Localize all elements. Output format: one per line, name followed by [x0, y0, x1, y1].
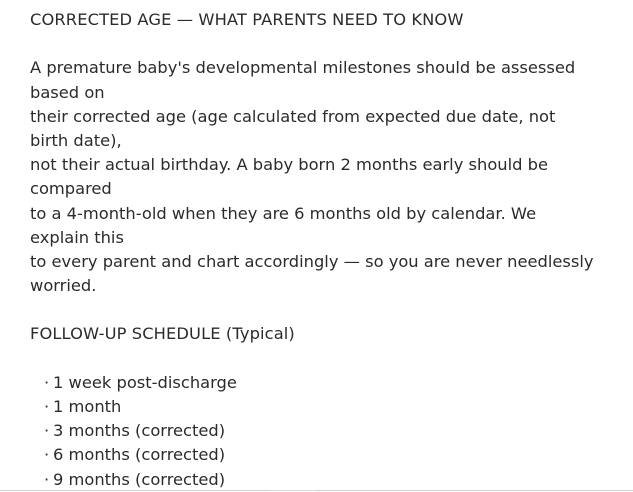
- list-item: [44, 371, 630, 395]
- paragraph-line: to a 4-month-old when they are 6 months old by calendar. We: [30, 203, 537, 223]
- bullet-glyph: ·: [44, 421, 50, 441]
- list-item: [44, 443, 630, 467]
- spacer: [30, 298, 630, 322]
- bullet-glyph: ·: [44, 469, 50, 489]
- list-item-label: 6 months (corrected): [53, 445, 226, 465]
- paragraph-line: worried.: [30, 276, 97, 296]
- spacer: [30, 32, 630, 56]
- paragraph-line: explain this: [30, 227, 124, 247]
- paragraph-line: to every parent and chart accordingly — so you are never needlessly: [30, 251, 594, 271]
- follow-up-heading: FOLLOW-UP SCHEDULE (Typical): [30, 324, 295, 344]
- corrected-age-heading: CORRECTED AGE — WHAT PARENTS NEED TO KNOW: [30, 10, 464, 29]
- bullet-glyph: ·: [44, 445, 50, 465]
- divider-segment: [316, 490, 633, 491]
- follow-up-list: [30, 371, 630, 492]
- list-item: [44, 468, 630, 492]
- bullet-glyph: ·: [44, 397, 50, 416]
- list-item: [44, 395, 630, 419]
- paragraph-line: A premature baby's developmental milestones should be assessed: [30, 58, 576, 78]
- paragraph-line: their corrected age (age calculated from expected due date, not: [30, 106, 556, 126]
- divider-segment: [0, 490, 270, 491]
- bottom-divider: [0, 490, 633, 491]
- list-item-label: 3 months (corrected): [53, 421, 226, 441]
- paragraph-line: birth date),: [30, 130, 122, 150]
- list-item: [44, 419, 630, 443]
- paragraph-line: based on: [30, 82, 105, 102]
- list-item-label: 9 months (corrected): [53, 469, 226, 489]
- paragraph-line: not their actual birthday. A baby born 2 months early should be: [30, 155, 548, 175]
- paragraph-line: compared: [30, 179, 112, 199]
- list-item-label: 1 month: [53, 397, 122, 416]
- corrected-age-paragraph: [30, 56, 630, 298]
- document-body: [30, 8, 630, 492]
- bullet-glyph: ·: [44, 372, 50, 392]
- spacer: [30, 347, 630, 371]
- list-item-label: 1 week post-discharge: [53, 372, 237, 392]
